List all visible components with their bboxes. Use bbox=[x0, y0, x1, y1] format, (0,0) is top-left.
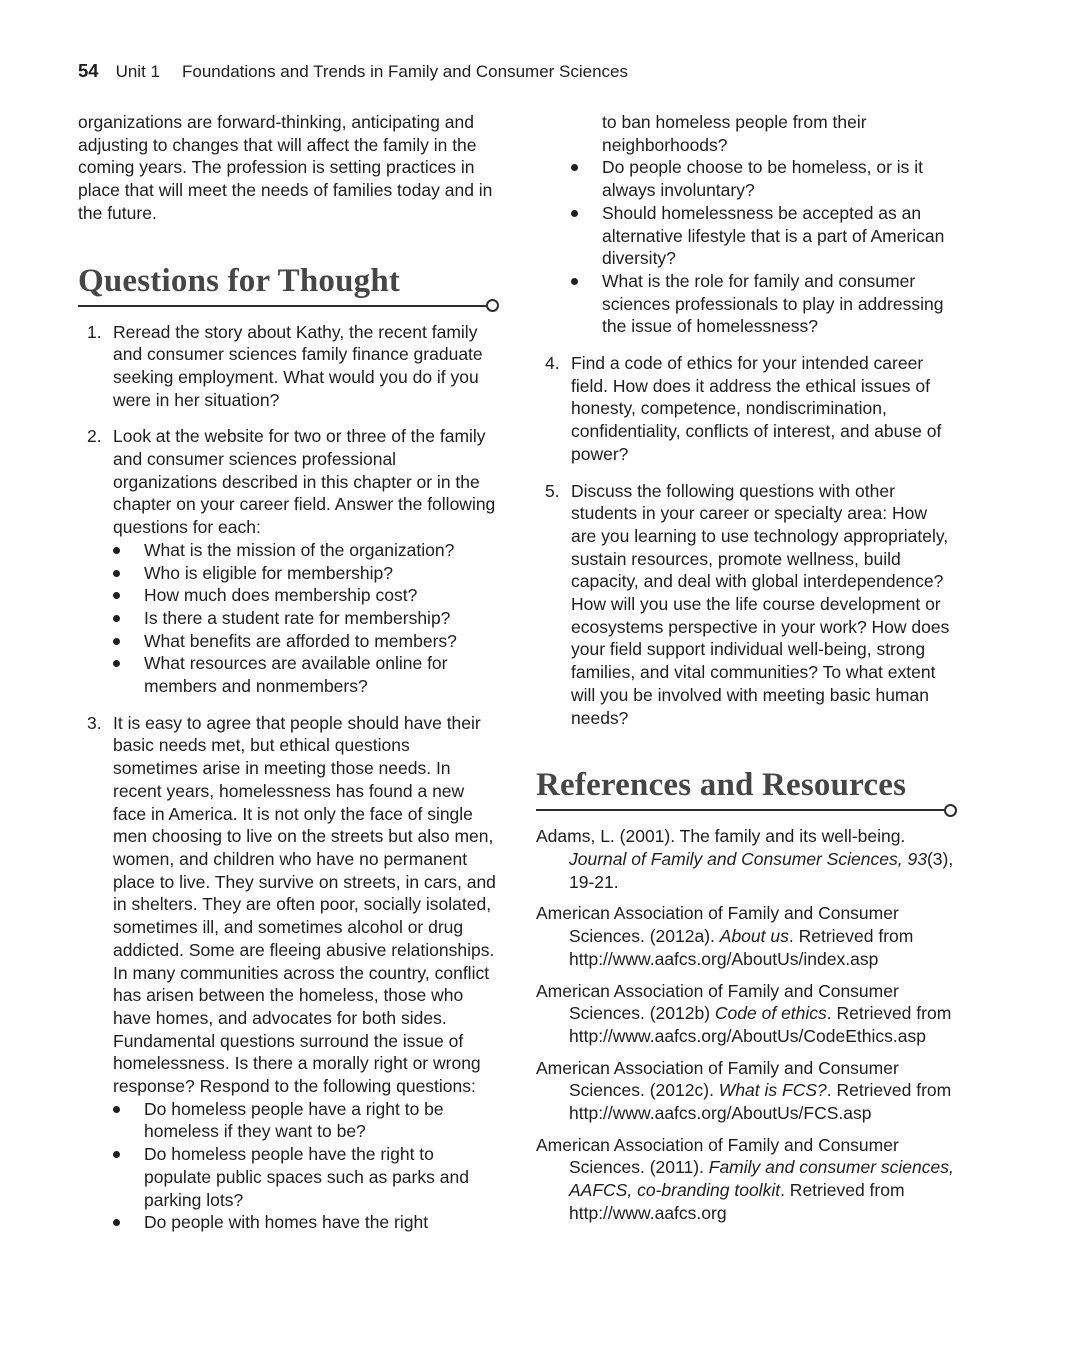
bullet-list bbox=[113, 1098, 499, 1234]
question-item bbox=[536, 352, 957, 466]
bullet-list-continued bbox=[536, 111, 957, 338]
rule-end-circle bbox=[944, 804, 957, 817]
bullet-list bbox=[113, 539, 499, 698]
bullet-dot bbox=[571, 164, 578, 171]
reference-text: American Association of Family and Consumer Sciences. (2012a). bbox=[536, 903, 899, 947]
intro-paragraph: organizations are forward-thinking, anticipating and adjusting to changes that will affect the family in the coming years. The profession is setting practices in place that will meet the needs of families today and in the future. bbox=[78, 112, 493, 223]
bullet-item bbox=[113, 1098, 499, 1143]
bullet-text: Do homeless people have a right to be homeless if they want to be? bbox=[144, 1098, 444, 1142]
heading-rule bbox=[536, 809, 944, 811]
reference-text: . Retrieved from http://www.aafcs.org/AboutUs/CodeEthics.asp bbox=[569, 1003, 952, 1046]
bullet-text: How much does membership cost? bbox=[144, 585, 418, 606]
question-number: 4. bbox=[545, 353, 560, 374]
page-number: 54 bbox=[78, 60, 99, 81]
bullet-text: Do people choose to be homeless, or is it always involuntary? bbox=[602, 157, 924, 201]
continuation-text: to ban homeless people from their neighborhoods? bbox=[602, 112, 867, 155]
question-number: 1. bbox=[87, 321, 102, 342]
unit-title: Foundations and Trends in Family and Consumer Sciences bbox=[182, 62, 629, 81]
question-text: Find a code of ethics for your intended career field. How does it address the ethical issues of honesty, competence, nondiscrimination, confidentiality, conflicts of interest, and abuse of power? bbox=[571, 353, 942, 464]
bullet-item bbox=[113, 630, 499, 653]
reference-text: American Association of Family and Consumer Sciences. (2012c). bbox=[536, 1057, 899, 1101]
reference-text: American Association of Family and Consumer Sciences. (2012b) bbox=[536, 980, 899, 1024]
bullet-item bbox=[113, 652, 499, 697]
question-number: 5. bbox=[545, 480, 560, 501]
reference-text: . Retrieved from http://www.aafcs.org/AboutUs/FCS.asp bbox=[569, 1080, 952, 1124]
reference-italic: Journal of Family and Consumer Sciences, 93 bbox=[569, 848, 927, 869]
reference-entry bbox=[536, 902, 957, 970]
bullet-item bbox=[113, 1143, 499, 1211]
question-text: Reread the story about Kathy, the recent family and consumer sciences family finance graduate seeking employment. What would you do if you were in her situation? bbox=[113, 321, 483, 410]
left-column bbox=[78, 111, 499, 1248]
question-item bbox=[78, 321, 499, 412]
references-heading: References and Resources bbox=[536, 767, 907, 804]
reference-entry bbox=[536, 980, 957, 1048]
bullet-item bbox=[571, 202, 957, 270]
reference-text: . Retrieved from http://www.aafcs.org bbox=[569, 1180, 905, 1223]
question-item bbox=[78, 712, 499, 1234]
bullet-text: What benefits are afforded to members? bbox=[144, 630, 457, 651]
reference-italic: About us bbox=[719, 926, 789, 947]
reference-italic: What is FCS? bbox=[718, 1080, 827, 1101]
bullet-dot bbox=[113, 615, 120, 622]
bullet-dot bbox=[113, 570, 120, 577]
question-text: Look at the website for two or three of the family and consumer sciences professional organizations described in this chapter or in the chapter on your career field. Answer the following questions for each: bbox=[113, 426, 496, 538]
running-head bbox=[78, 60, 628, 83]
bullet-dot bbox=[113, 660, 120, 667]
unit-label: Unit 1 bbox=[115, 62, 160, 81]
question-number: 3. bbox=[87, 712, 102, 733]
questions-heading: Questions for Thought bbox=[78, 262, 401, 299]
bullet-text: What is the mission of the organization? bbox=[144, 539, 455, 560]
question-text: It is easy to agree that people should have their basic needs met, but ethical questions sometimes arise in meeting those needs. In recent years, homelessness has found a new face in America. It is not only the face of single men choosing to live on the streets but also men, women, and children who have no permanent place to live. They survive on streets, in cars, and in shelters. They are often poor, socially isolated, sometimes ill, and sometimes alcohol or drug addicted. Some are fleeing abusive relationships. In many communities across the country, conflict has arisen between the homeless, those who have homes, and advocates for both sides. Fundamental questions surround the issue of homelessness. Is there a morally right or wrong response? Respond to the following questions: bbox=[113, 712, 496, 1097]
reference-text: . Retrieved from http://www.aafcs.org/AboutUs/index.asp bbox=[569, 926, 914, 969]
bullet-text: What resources are available online for members and nonmembers? bbox=[144, 653, 448, 697]
bullet-dot bbox=[113, 1151, 120, 1158]
two-column-body bbox=[78, 111, 957, 1248]
section-heading-references bbox=[536, 766, 957, 811]
question-number: 2. bbox=[87, 426, 102, 447]
question-item bbox=[536, 480, 957, 730]
bullet-text: Do people with homes have the right bbox=[144, 1212, 429, 1233]
section-heading-questions bbox=[78, 262, 499, 307]
question-text: Discuss the following questions with other students in your career or specialty area: How are you learning to use technology appropriately, sustain resources, promote wellness, build capacity, and deal with global interdependence? How will you use the life course development or ecosystems perspective in your work? How does your field support individual well-being, strong families, and vital communities? To what extent will you be involved with meeting basic human needs? bbox=[571, 480, 950, 728]
bullet-text: Who is eligible for membership? bbox=[144, 562, 393, 583]
heading-rule bbox=[78, 305, 486, 307]
reference-italic: Code of ethics bbox=[714, 1003, 827, 1024]
bullet-item bbox=[113, 1211, 499, 1234]
reference-text: (3), 19-21. bbox=[569, 848, 954, 892]
bullet-text: Should homelessness be accepted as an alternative lifestyle that is a part of American diversity? bbox=[602, 202, 945, 269]
bullet-text: Do homeless people have the right to populate public spaces such as parks and parking lots? bbox=[144, 1144, 469, 1210]
bullet-dot bbox=[113, 592, 120, 599]
reference-text: Adams, L. (2001). The family and its well-being. bbox=[536, 826, 906, 847]
bullet-item bbox=[113, 539, 499, 562]
rule-end-circle bbox=[486, 299, 499, 312]
bullet-text: What is the role for family and consumer sciences professionals to play in addressing the issue of homelessness? bbox=[602, 270, 944, 337]
bullet-item bbox=[571, 156, 957, 201]
reference-entry bbox=[536, 1057, 957, 1125]
bullet-dot bbox=[113, 547, 120, 554]
bullet-text: Is there a student rate for membership? bbox=[144, 607, 451, 628]
bullet-dot bbox=[113, 1106, 120, 1113]
bullet-dot bbox=[571, 278, 578, 285]
bullet-item bbox=[113, 584, 499, 607]
bullet-item bbox=[113, 562, 499, 585]
reference-entry bbox=[536, 1134, 957, 1225]
bullet-item bbox=[113, 607, 499, 630]
bullet-dot bbox=[113, 1219, 120, 1226]
reference-entry bbox=[536, 825, 957, 893]
question-item bbox=[78, 425, 499, 697]
reference-text: American Association of Family and Consumer Sciences. (2011). bbox=[536, 1134, 899, 1178]
bullet-item bbox=[571, 270, 957, 338]
reference-italic: Family and consumer sciences, AAFCS, co-branding toolkit bbox=[569, 1157, 954, 1201]
bullet-dot bbox=[571, 210, 578, 217]
right-column bbox=[536, 111, 957, 1248]
bullet-dot bbox=[113, 638, 120, 645]
